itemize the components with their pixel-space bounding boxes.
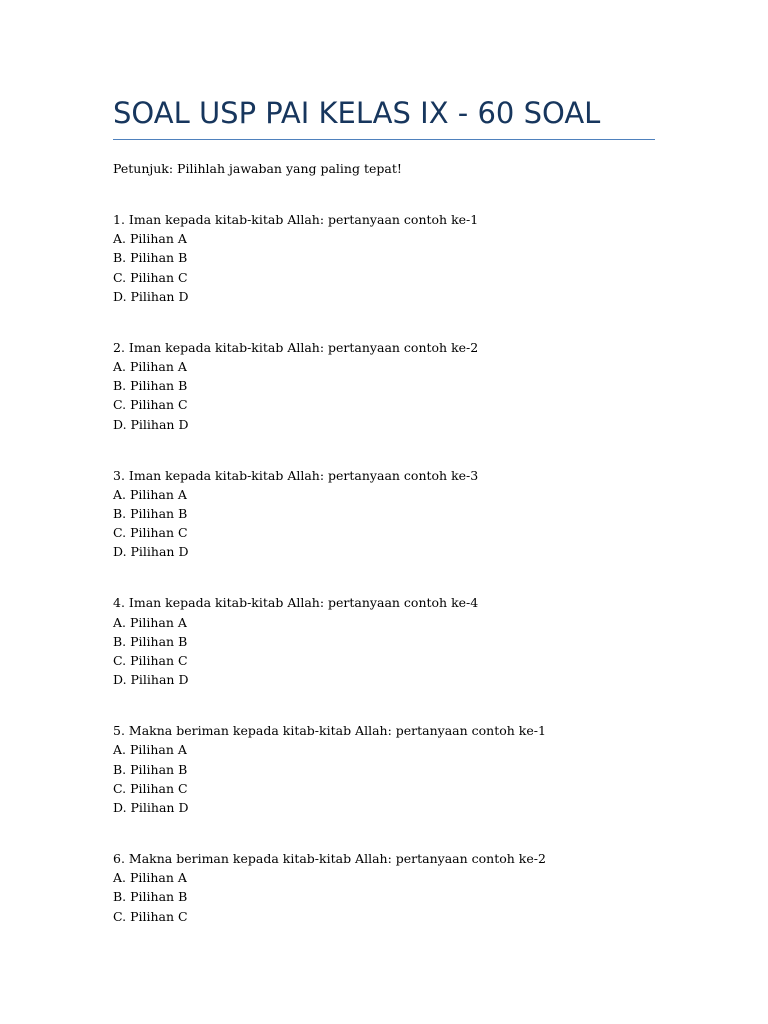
answer-option: B. Pilihan B: [113, 506, 188, 521]
document-title: SOAL USP PAI KELAS IX - 60 SOAL: [113, 96, 601, 130]
answer-option: C. Pilihan C: [113, 525, 188, 541]
answer-option: A. Pilihan A: [113, 486, 187, 502]
answer-option: C. Pilihan C: [113, 908, 188, 924]
question-item: [113, 721, 546, 849]
instruction-text: Petunjuk: Pilihlah jawaban yang paling tepat!: [113, 161, 402, 176]
answer-option: B. Pilihan B: [113, 250, 188, 266]
question-text: 5. Makna beriman kepada kitab-kitab Allah: pertanyaan contoh ke-1: [113, 723, 546, 739]
answer-option: C. Pilihan C: [113, 780, 188, 796]
answer-option: D. Pilihan D: [113, 800, 189, 815]
question-text: 4. Iman kepada kitab-kitab Allah: pertanyaan contoh ke-4: [113, 595, 479, 611]
answer-option: D. Pilihan D: [113, 672, 189, 688]
question-text: 6. Makna beriman kepada kitab-kitab Allah: pertanyaan contoh ke-2: [113, 850, 546, 866]
answer-option: B. Pilihan B: [113, 633, 188, 649]
answer-option: B. Pilihan B: [113, 378, 188, 394]
question-text: 2. Iman kepada kitab-kitab Allah: pertanyaan contoh ke-2: [113, 339, 479, 355]
answer-option: C. Pilihan C: [113, 397, 188, 413]
title-underline: [113, 139, 655, 140]
question-text: 3. Iman kepada kitab-kitab Allah: pertanyaan contoh ke-3: [113, 467, 479, 483]
question-item: [113, 210, 546, 338]
answer-option: A. Pilihan A: [113, 742, 187, 758]
answer-option: B. Pilihan B: [113, 761, 188, 777]
question-item: [113, 338, 546, 466]
answer-option: C. Pilihan C: [113, 269, 188, 285]
answer-option: B. Pilihan B: [113, 889, 188, 905]
answer-option: A. Pilihan A: [113, 614, 187, 630]
answer-option: A. Pilihan A: [113, 870, 187, 886]
answer-option: D. Pilihan D: [113, 288, 189, 304]
question-text: 1. Iman kepada kitab-kitab Allah: pertanyaan contoh ke-1: [113, 212, 479, 227]
answer-option: D. Pilihan D: [113, 416, 189, 432]
question-item: [113, 849, 546, 977]
answer-option: D. Pilihan D: [113, 544, 189, 560]
question-list: [113, 210, 546, 977]
answer-option: A. Pilihan A: [113, 359, 187, 374]
answer-option: A. Pilihan A: [113, 231, 187, 247]
answer-option: C. Pilihan C: [113, 653, 188, 668]
question-item: [113, 593, 546, 721]
question-item: [113, 466, 546, 594]
